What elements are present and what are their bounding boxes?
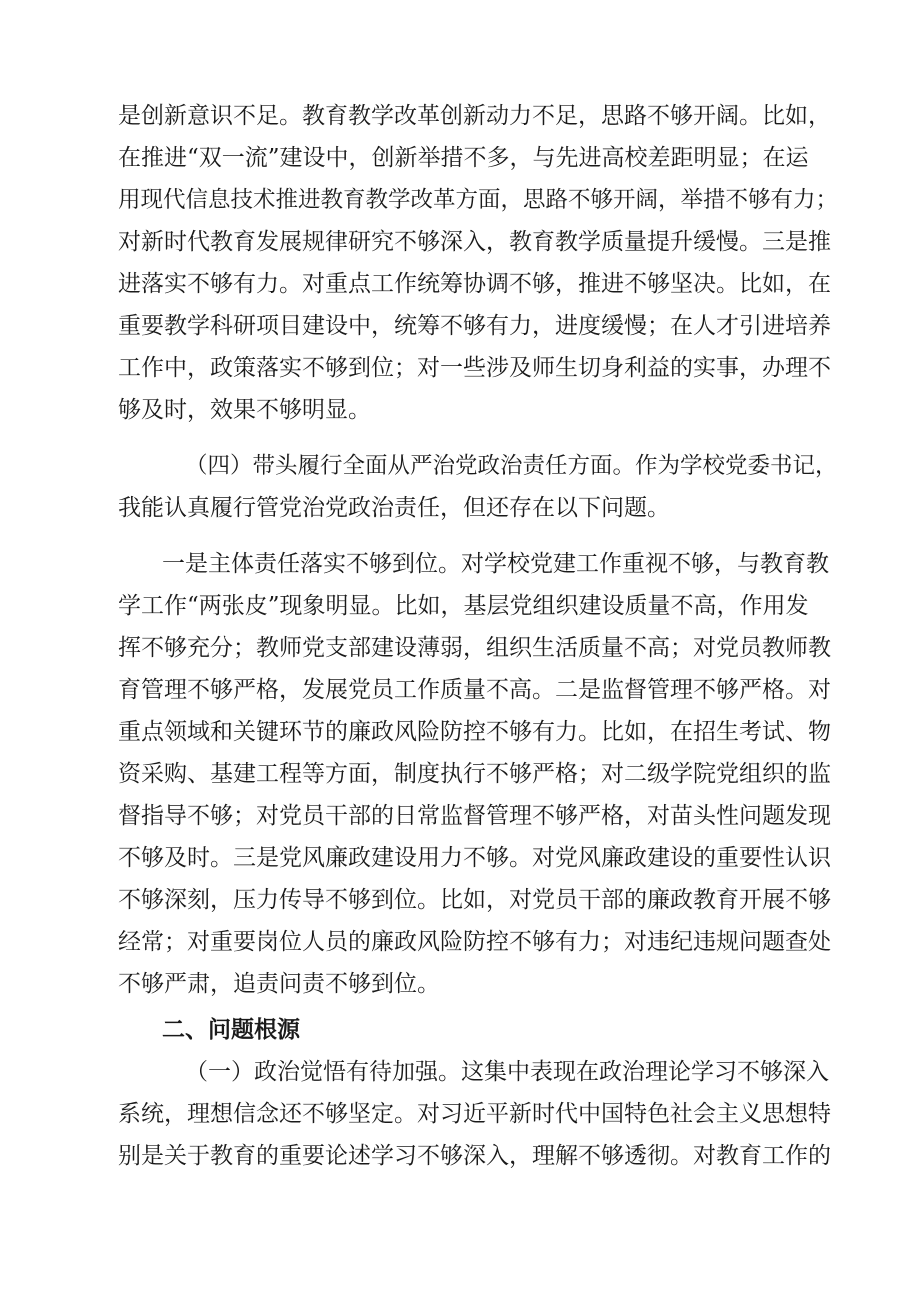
body-line-1: 是创新意识不足。教育教学改革创新动力不足，思路不够开阔。比如， [118,103,831,129]
paragraph-line-10: 经常；对重要岗位人员的廉政风险防控不够有力；对违纪违规问题查处 [118,929,831,955]
paragraph-line-3: 挥不够充分；教师党支部建设薄弱，组织生活质量不高；对党员教师教 [118,635,831,661]
paragraph-line-2: 学工作“两张皮”现象明显。比如，基层党组织建设质量不高，作用发 [118,593,809,619]
paragraph-line-7: 督指导不够；对党员干部的日常监督管理不够严格，对苗头性问题发现 [118,803,831,829]
paragraph-line-1: 一是主体责任落实不够到位。对学校党建工作重视不够，与教育教 [162,551,829,577]
paragraph-line-6: 资采购、基建工程等方面，制度执行不够严格；对二级学院党组织的监 [118,761,831,787]
paragraph-line-4: 育管理不够严格，发展党员工作质量不高。二是监督管理不够严格。对 [118,677,831,703]
root-cause-line-1: （一）政治觉悟有待加强。这集中表现在政治理论学习不够深入 [185,1059,829,1085]
body-line-8: 够及时，效果不够明显。 [118,397,371,423]
body-line-6: 重要教学科研项目建设中，统筹不够有力，进度缓慢；在人才引进培养 [118,313,831,339]
paragraph-line-5: 重点领域和关键环节的廉政风险防控不够有力。比如，在招生考试、物 [118,719,831,745]
body-line-5: 进落实不够有力。对重点工作统筹协调不够，推进不够坚决。比如，在 [118,271,831,297]
root-cause-line-2: 系统，理想信念还不够坚定。对习近平新时代中国特色社会主义思想特 [118,1101,831,1127]
body-line-2: 在推进“双一流”建设中，创新举措不多，与先进高校差距明显；在运 [118,145,809,171]
body-line-3: 用现代信息技术推进教育教学改革方面，思路不够开阔，举措不够有力； [118,187,838,213]
section-four-line-1: （四）带头履行全面从严治党政治责任方面。作为学校党委书记， [185,453,838,479]
section-heading: 二、问题根源 [162,1017,300,1043]
body-line-4: 对新时代教育发展规律研究不够深入，教育教学质量提升缓慢。三是推 [118,229,831,255]
body-line-7: 工作中，政策落实不够到位；对一些涉及师生切身利益的实事，办理不 [118,355,831,381]
paragraph-line-8: 不够及时。三是党风廉政建设用力不够。对党风廉政建设的重要性认识 [118,845,831,871]
paragraph-line-9: 不够深刻，压力传导不够到位。比如，对党员干部的廉政教育开展不够 [118,887,831,913]
root-cause-line-3: 别是关于教育的重要论述学习不够深入，理解不够透彻。对教育工作的 [118,1143,831,1169]
paragraph-line-11: 不够严肃，追责问责不够到位。 [118,971,440,997]
section-four-line-2: 我能认真履行管党治党政治责任，但还存在以下问题。 [118,495,670,521]
